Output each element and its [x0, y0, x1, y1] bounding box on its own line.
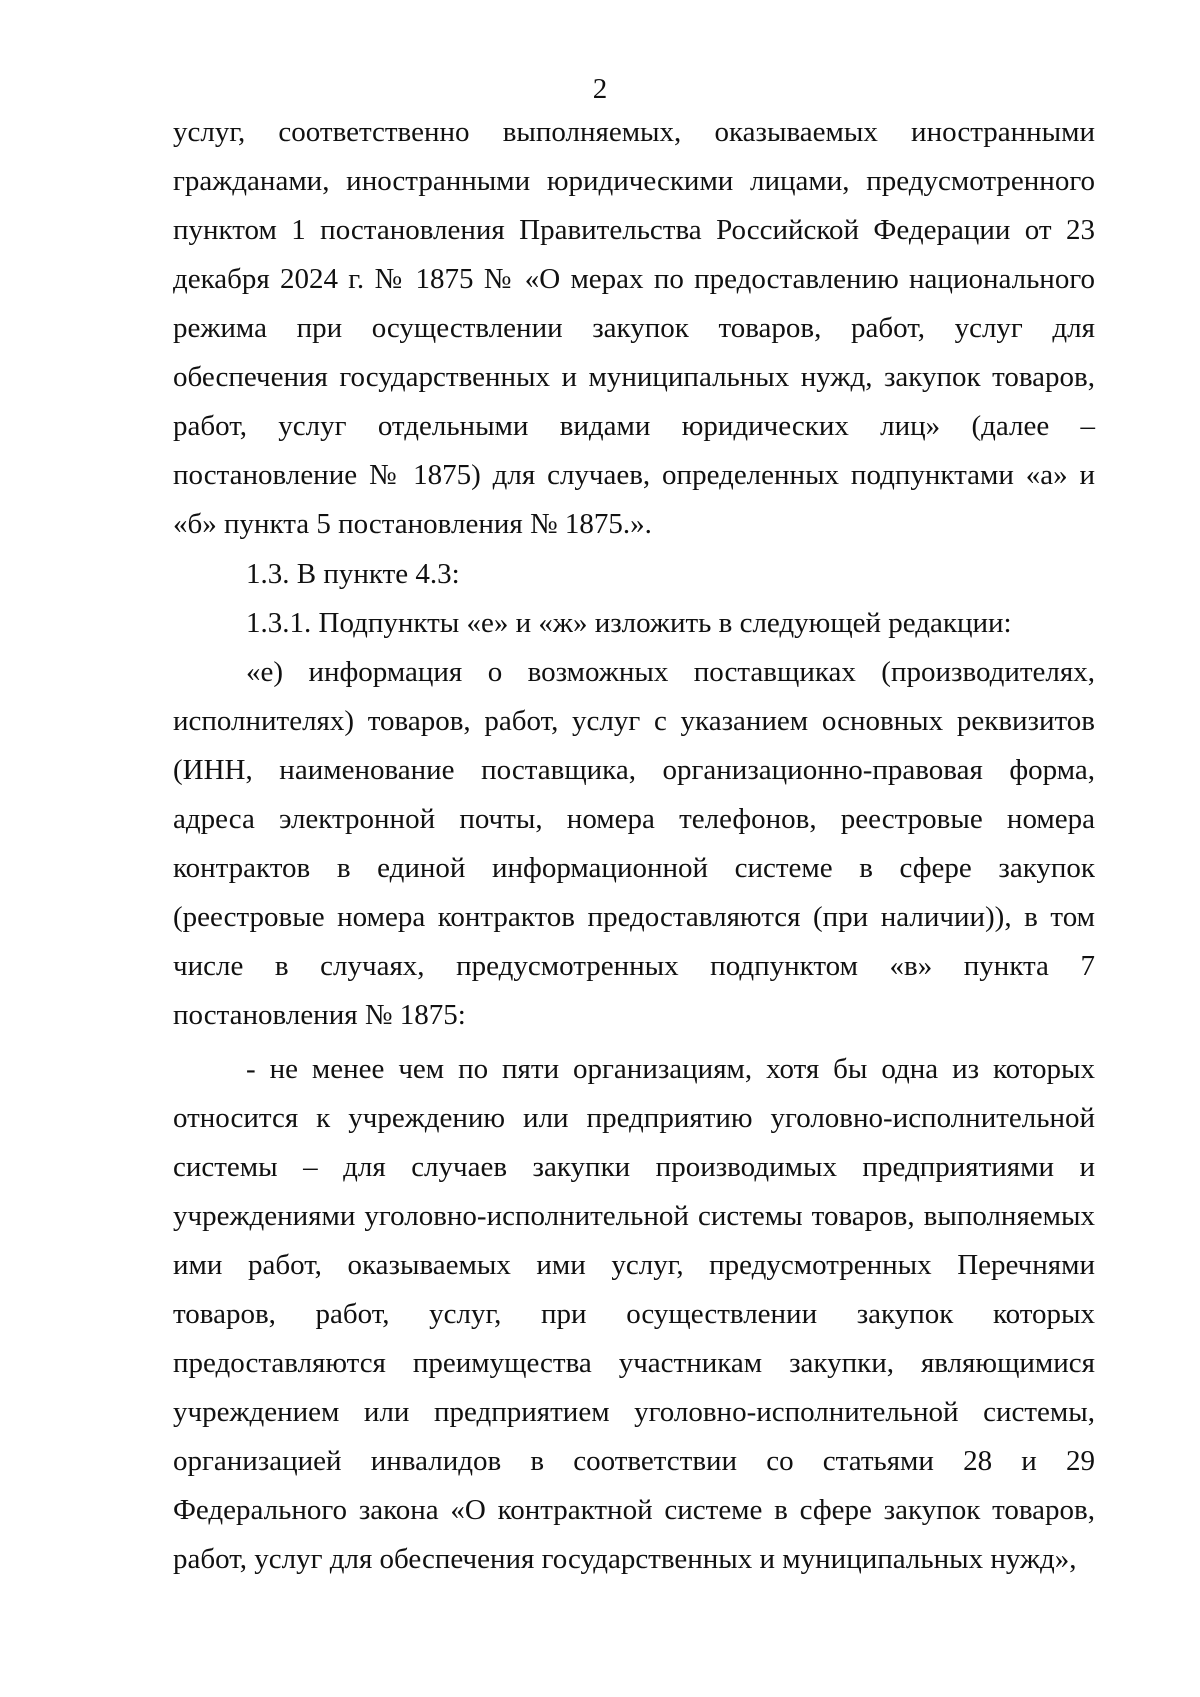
paragraph-bullet-organizations: - не менее чем по пяти организациям, хотя бы одна из которых относится к учреждению или предприятию уголовно-исполнительной системы – для случаев закупки производимых предприятиями и учреждениями уголовно-исполнительной системы товаров, выполняемых ими работ, оказываемых ими услуг, предусмотренных Перечнями товаров, работ, услуг, при осуществлении закупок которых предоставляются преимущества участникам закупки, являющимися учреждением или предприятием уголовно-исполнительной системы, организацией инвалидов в соответствии со статьями 28 и 29 Федерального закона «О контрактной системе в сфере закупок товаров, работ, услуг для обеспечения государственных и муниципальных нужд»,	[173, 1053, 1095, 1575]
paragraph-continuation: услуг, соответственно выполняемых, оказываемых иностранными гражданами, иностранными юридическими лицами, предусмотренного пунктом 1 постановления Правительства Российской Федерации от 23 декабря 2024 г. № 1875 № «О мерах по предоставлению национального режима при осуществлении закупок товаров, работ, услуг для обеспечения государственных и муниципальных нужд, закупок товаров, работ, услуг отдельными видами юридических лиц» (далее – постановление № 1875) для случаев, определенных подпунктами «а» и «б» пункта 5 постановления № 1875.».	[173, 116, 1095, 540]
paragraph-section-heading: 1.3. В пункте 4.3:	[246, 558, 460, 590]
paragraph-item-e: «е) информация о возможных поставщиках (производителях, исполнителях) товаров, работ, услуг с указанием основных реквизитов (ИНН, наименование поставщика, организационно-правовая форма, адреса электронной почты, номера телефонов, реестровые номера контрактов в единой информационной системе в сфере закупок (реестровые номера контрактов предоставляются (при наличии)), в том числе в случаях, предусмотренных подпунктом «в» пункта 7 постановления № 1875:	[173, 656, 1095, 1031]
page-number: 2	[592, 73, 608, 105]
paragraph-subsection-heading: 1.3.1. Подпункты «е» и «ж» изложить в следующей редакции:	[246, 607, 1012, 639]
document-body	[173, 108, 1095, 1584]
